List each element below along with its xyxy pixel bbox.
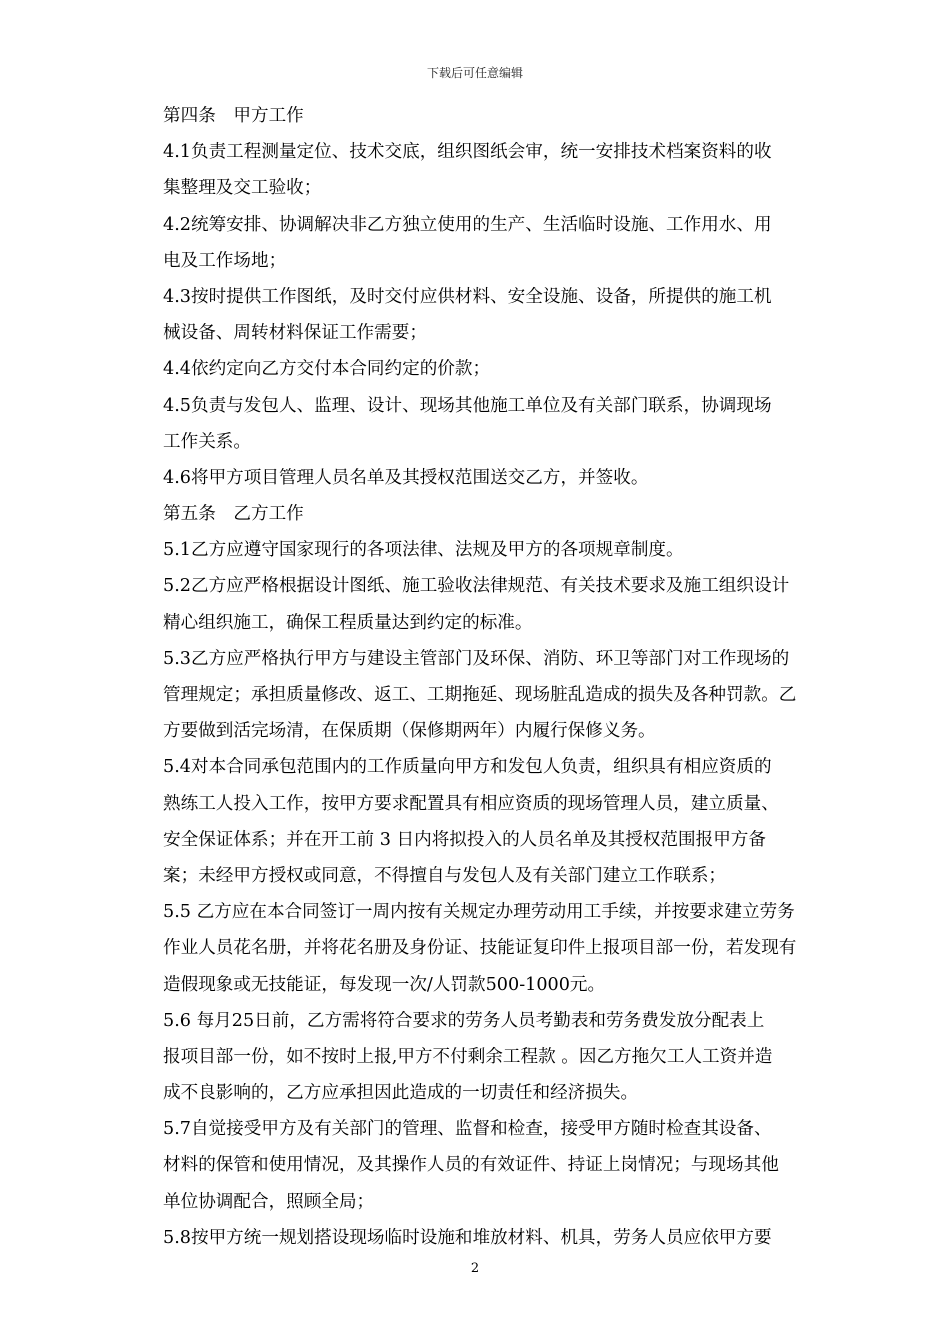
page-number: 2	[470, 1261, 480, 1276]
text-line: 作业人员花名册，并将花名册及身份证、技能证复印件上报项目部一份，若发现有	[163, 938, 797, 959]
text-line: 案；未经甲方授权或同意，不得擅自与发包人及有关部门建立工作联系；	[163, 865, 727, 886]
text-line: 5.6 每月25日前，乙方需将符合要求的劳务人员考勤表和劳务费发放分配表上	[163, 1010, 765, 1031]
text-line: 5.1乙方应遵守国家现行的各项法律、法规及甲方的各项规章制度。	[163, 540, 684, 561]
text-line: 械设备、周转材料保证工作需要；	[163, 323, 427, 344]
text-line: 单位协调配合，照顾全局；	[163, 1191, 375, 1212]
text-line: 精心组织施工，确保工程质量达到约定的标准。	[163, 612, 533, 633]
text-line: 5.2乙方应严格根据设计图纸、施工验收法律规范、有关技术要求及施工组织设计	[163, 576, 790, 597]
text-line: 4.3按时提供工作图纸，及时交付应供材料、安全设施、设备，所提供的施工机	[163, 286, 772, 307]
text-line: 4.1负责工程测量定位、技术交底，组织图纸会审，统一安排技术档案资料的收	[163, 142, 772, 163]
text-line: 方要做到活完场清，在保质期（保修期两年）内履行保修义务。	[163, 721, 656, 742]
document-body	[163, 98, 863, 1256]
text-line: 4.5负责与发包人、监理、设计、现场其他施工单位及有关部门联系，协调现场	[163, 395, 772, 416]
text-line: 5.5 乙方应在本合同签订一周内按有关规定办理劳动用工手续，并按要求建立劳务	[163, 902, 795, 923]
text-line: 管理规定；承担质量修改、返工、工期拖延、现场脏乱造成的损失及各种罚款。乙	[163, 685, 797, 705]
page-header: 下载后可任意编辑	[426, 66, 523, 80]
text-line: 电及工作场地；	[163, 250, 287, 271]
text-line: 5.4对本合同承包范围内的工作质量向甲方和发包人负责，组织具有相应资质的	[163, 757, 772, 778]
section-heading: 第四条 甲方工作	[163, 106, 304, 126]
text-line: 5.8按甲方统一规划搭设现场临时设施和堆放材料、机具，劳务人员应依甲方要	[163, 1227, 772, 1248]
text-line: 5.7自觉接受甲方及有关部门的管理、监督和检查，接受甲方随时检查其设备、	[163, 1119, 772, 1140]
section-heading: 第五条 乙方工作	[163, 504, 304, 525]
text-line: 材料的保管和使用情况，及其操作人员的有效证件、持证上岗情况；与现场其他	[163, 1155, 779, 1176]
text-line: 集整理及交工验收；	[163, 178, 322, 199]
text-line: 工作关系。	[163, 431, 251, 452]
text-line: 4.4依约定向乙方交付本合同约定的价款；	[163, 359, 491, 380]
text-line: 5.3乙方应严格执行甲方与建设主管部门及环保、消防、环卫等部门对工作现场的	[163, 648, 790, 669]
text-line: 成不良影响的，乙方应承担因此造成的一切责任和经济损失。	[163, 1083, 639, 1104]
text-line: 4.6将甲方项目管理人员名单及其授权范围送交乙方，并签收。	[163, 467, 649, 488]
text-line: 造假现象或无技能证，每发现一次/人罚款500-1000元。	[163, 974, 606, 995]
text-line: 安全保证体系；并在开工前 3 日内将拟投入的人员名单及其授权范围报甲方备	[163, 829, 766, 850]
text-line: 报项目部一份，如不按时上报,甲方不付剩余工程款 。因乙方拖欠工人工资并造	[163, 1046, 773, 1067]
text-line: 熟练工人投入工作，按甲方要求配置具有相应资质的现场管理人员，建立质量、	[163, 793, 779, 814]
text-line: 4.2统筹安排、协调解决非乙方独立使用的生产、生活临时设施、工作用水、用	[163, 214, 772, 235]
